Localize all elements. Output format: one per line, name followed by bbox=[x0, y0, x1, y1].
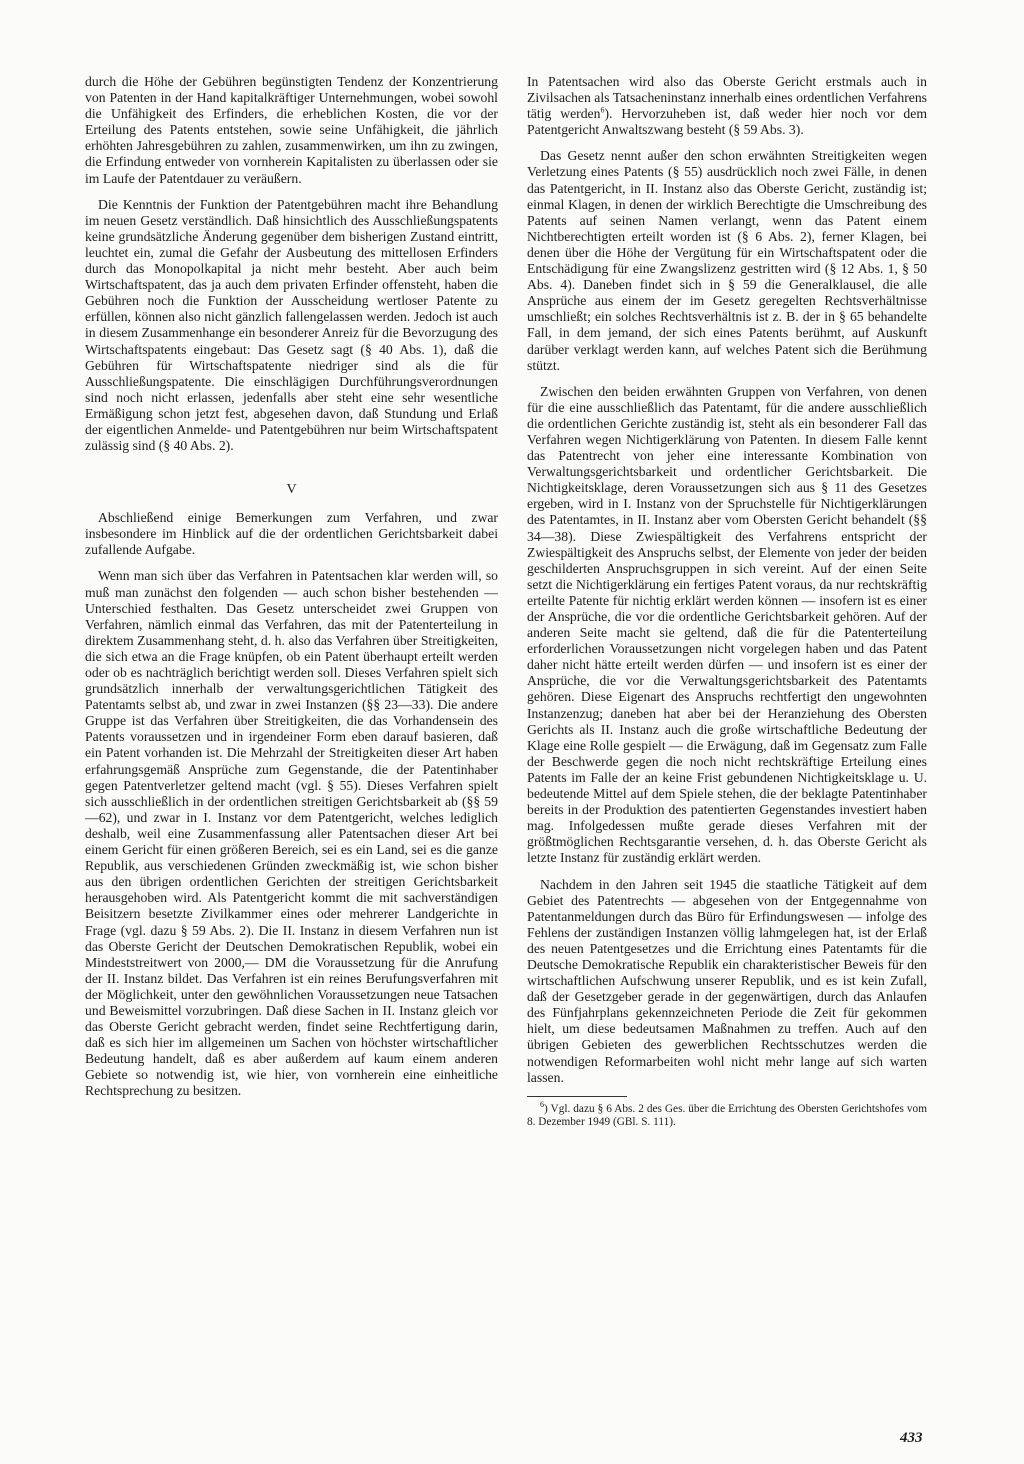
page-number: 433 bbox=[900, 1430, 923, 1446]
paragraph: Abschließend einige Bemerkungen zum Verfahren, und zwar insbesondere im Hinblick auf die der ordentlichen Gerichtsbarkeit dabei zufallende Aufgabe. bbox=[85, 510, 498, 558]
footnote-mark: 6 bbox=[540, 1099, 544, 1109]
paragraph: Zwischen den beiden erwähnten Gruppen von Verfahren, von denen für die eine ausschließlich das Patentamt, für die andere ausschließlich die ordentlichen Gerichte zuständig ist, steht als ein besonderer Fall das Verfahren wegen Nichtigerklärung von Patenten. In diesem Falle kennt das Patentrecht von jeher eine interessante Kombination von Verwaltungsgerichtsbarkeit und ordentlicher Gerichtsbarkeit. Die Nichtigkeitsklage, deren Voraussetzungen sich aus § 11 des Gesetzes ergeben, wird in I. Instanz von der Spruchstelle für Nichtigerklärungen des Patentamtes, in II. Instanz aber vom Obersten Gericht behandelt (§§ 34—38). Diese Zwiespältigkeit des Verfahrens entspricht der Zwiespältigkeit des Anspruchs selbst, der Elemente von jeder der beiden geschilderten Anspruchsgruppen in sich vereint. Auf der einen Seite setzt die Nichtigerklärung ein fertiges Patent voraus, da nur rechtskräftig erteilte Patente für nichtig erklärt werden können — insofern ist es einer der Ansprüche, die vor die ordentliche Gerichtsbarkeit gehören. Auf der anderen Seite macht sie geltend, daß die für die Patenterteilung erforderlichen Voraussetzungen nicht vorgelegen haben und das Patent daher nicht hätte erteilt werden dürfen — und insofern ist es einer der Ansprüche, die vor die Verwaltungsgerichtsbarkeit des Patentamts gehören. Diese Eigenart des Anspruchs rechtfertigt den ungewohnten Instanzenzug; daneben hat aber bei der Heranziehung des Obersten Gerichts als II. Instanz auch die große wirtschaftliche Bedeutung der Klage eine Rolle gespielt — die Erwägung, daß im Gegensatz zum Falle der Beschwerde gegen die noch nicht rechtskräftige Erteilung eines Patents im Falle der an keine Frist gebundenen Nichtigkeitsklage u. U. bedeutende Mittel auf dem Spiele stehen, die der beklagte Patentinhaber bereits in der Produktion des patentierten Gegenstandes investiert haben mag. Infolgedessen mußte gerade dieses Verfahren mit der größtmöglichen Rechtsgarantie versehen, d. h. das Oberste Gericht als letzte Instanz für zuständig erklärt werden. bbox=[527, 383, 927, 866]
paragraph: Nachdem in den Jahren seit 1945 die staatliche Tätigkeit auf dem Gebiet des Patentrechts — abgesehen von der Entgegennahme von Patentanmeldungen durch das Büro für Erfindungswesen — infolge des Fehlens der zuständigen Instanzen völlig lahmgelegen hat, ist der Erlaß des neuen Patentgesetzes und die Errichtung eines Patentamts für die Deutsche Demokratische Republik ein charakteristischer Beweis für den wirtschaftlichen Aufschwung unserer Republik, und es ist kein Zufall, daß der Gesetzgeber gerade in der gegenwärtigen, durch das Anlaufen des Fünfjahrplans gekennzeichneten Periode die Zeit für gekommen hielt, um diese bedeutsamen Maßnahmen zu treffen. Auch auf den übrigen Gebieten des gewerblichen Rechtsschutzes werden die notwendigen Reformarbeiten wohl nicht mehr lange auf sich warten lassen. bbox=[527, 876, 927, 1085]
paragraph: Die Kenntnis der Funktion der Patentgebühren macht ihre Behandlung im neuen Gesetz verständlich. Daß hinsichtlich des Ausschließungspatents keine grundsätzliche Änderung gegenüber dem bisherigen Zustand eintritt, leuchtet ein, zumal die Gefahr der Ausbeutung des mittellosen Erfinders durch das Monopolkapital ja nicht mehr besteht. Aber auch beim Wirtschaftspatent, das ja auch dem privaten Erfinder offensteht, haben die Gebühren noch die Funktion der Ausscheidung wertloser Patente zu erfüllen, können also nicht gänzlich fallengelassen werden. Jedoch ist auch in diesem Zusammenhange ein besonderer Anreiz für die Bevorzugung des Wirtschaftspatents eingebaut: Das Gesetz sagt (§ 40 Abs. 1), daß die Gebühren für Wirtschaftspatente niedriger sind als die für Ausschließungspatente. Die einschlägigen Durchführungsverordnungen sind noch nicht erlassen, jedenfalls aber steht eine sehr wesentliche Ermäßigung schon jetzt fest, abgesehen davon, daß Stundung und Erlaß der eigentlichen Anmelde- und Patentgebühren nur beim Wirtschaftspatent zulässig sind (§ 40 Abs. 2). bbox=[85, 196, 498, 454]
section-heading: V bbox=[286, 482, 297, 498]
paragraph-text: ). Hervorzuheben ist, daß weder hier noch vor dem Patentgericht Anwaltszwang besteht (§ 59 Abs. 3). bbox=[527, 106, 927, 138]
paragraph bbox=[527, 74, 927, 138]
footnote-divider bbox=[527, 1096, 627, 1097]
footnote-reference: 6 bbox=[600, 105, 605, 115]
paragraph: Das Gesetz nennt außer den schon erwähnten Streitigkeiten wegen Verletzung eines Patents (§ 55) ausdrücklich noch zwei Fälle, in denen das Patentgericht, in II. Instanz also das Oberste Gericht, zuständig ist; einmal Klagen, in denen der wirklich Berechtigte die Umschreibung des Patents auf seinen Namen verlangt, wenn das Patent einem Nichtberechtigten erteilt worden ist (§ 6 Abs. 2), ferner Klagen, bei denen über die Höhe der Vergütung für ein Wirtschaftspatent oder die Entschädigung für eine Zwangslizenz gestritten wird (§ 12 Abs. 1, § 50 Abs. 4). Daneben findet sich in § 59 die Generalklausel, die alle Ansprüche aus einem der im Gesetz geregelten Rechtsverhältnisse umschließt; ein solches Rechtsverhältnis ist z. B. der in § 65 behandelte Fall, in dem jemand, der sich eines Patents berühmt, auf Auskunft darüber verklagt werden kann, auf welches Patent sich die Berühmung stützt. bbox=[527, 148, 927, 373]
right-column bbox=[527, 74, 927, 1129]
footnote-text: ) Vgl. dazu § 6 Abs. 2 des Ges. über die Errichtung des Obersten Gerichtshofes vom 8. Dezember 1949 (GBl. S. 111). bbox=[527, 1102, 927, 1128]
paragraph: durch die Höhe der Gebühren begünstigten Tendenz der Konzentrierung von Patenten in der Hand kapitalkräftiger Unternehmungen, wobei sowohl die Unfähigkeit des Erfinders, die erheblichen Kosten, die vor der Erteilung des Patents entstehen, sowie seine Unfähigkeit, die jährlich erhöhten Jahresgebühren zu zahlen, zusammenwirken, um ihn zu zwingen, die Erfindung entweder von vornherein Kapitalisten zu überlassen oder sie im Laufe der Patentdauer zu veräußern. bbox=[85, 74, 498, 186]
paragraph: Wenn man sich über das Verfahren in Patentsachen klar werden will, so muß man zunächst den folgenden — auch schon bisher bestehenden — Unterschied festhalten. Das Gesetz unterscheidet zwei Gruppen von Verfahren, nämlich einmal das Verfahren, das mit der Patenterteilung in direktem Zusammenhang steht, d. h. also das Verfahren über Streitigkeiten, die sich etwa an die Frage knüpfen, ob ein Patent überhaupt erteilt werden oder ob es nachträglich berichtigt werden soll. Dieses Verfahren spielt sich grundsätzlich innerhalb der verwaltungsgerichtlichen Tätigkeit des Patentamts selbst ab, und zwar in zwei Instanzen (§§ 23—33). Die andere Gruppe ist das Verfahren über Streitigkeiten, die das Vorhandensein des Patents voraussetzen und in irgendeiner Form eben darauf basieren, daß ein Patent vorhanden ist. Die Mehrzahl der Streitigkeiten dieser Art haben erfahrungsgemäß Ansprüche zum Gegenstande, die der Patentinhaber gegen Patentverletzer geltend macht (vgl. § 55). Dieses Verfahren spielt sich ausschließlich in der ordentlichen streitigen Gerichtsbarkeit ab (§§ 59—62), und zwar in I. Instanz vor dem Patentgericht, welches lediglich deshalb, weil eine Zusammenfassung aller Patentsachen dieser Art bei einem Gericht für einen größeren Bereich, sei es ein Land, sei es die ganze Republik, aus verschiedenen Gründen zweckmäßig ist, wie schon bisher aus den übrigen ordentlichen Gerichten der streitigen Gerichtsbarkeit herausgehoben wird. Als Patentgericht kommt die mit sachverständigen Beisitzern besetzte Zivilkammer eines oder mehrerer Landgerichte in Frage (vgl. dazu § 59 Abs. 2). Die II. Instanz in diesem Verfahren nun ist das Oberste Gericht der Deutschen Demokratischen Republik, wobei ein Mindeststreitwert von 2000,— DM die Voraussetzung für die Anrufung der II. Instanz bildet. Das Verfahren ist ein reines Berufungsverfahren mit der Möglichkeit, unter den gewöhnlichen Voraussetzungen neue Tatsachen und Beweismittel vorzubringen. Daß diese Sachen in II. Instanz gleich vor das Oberste Gericht gebracht werden, findet seine Rechtfertigung darin, daß es sich hier im allgemeinen um Sachen von höchster wirtschaftlicher Bedeutung handelt, daß es aber außerdem auf kaum einem anderen Gebiete so notwendig ist, wie hier, von vornherein eine einheitliche Rechtsprechung zu besitzen. bbox=[85, 568, 498, 1099]
footnote bbox=[527, 1099, 927, 1129]
left-column bbox=[85, 74, 498, 1110]
paragraph-text: In Patentsachen wird also das Oberste Gericht erstmals auch in Zivilsachen als Tatsacheninstanz innerhalb eines ordentlichen Verfahrens tätig werden bbox=[527, 74, 927, 122]
